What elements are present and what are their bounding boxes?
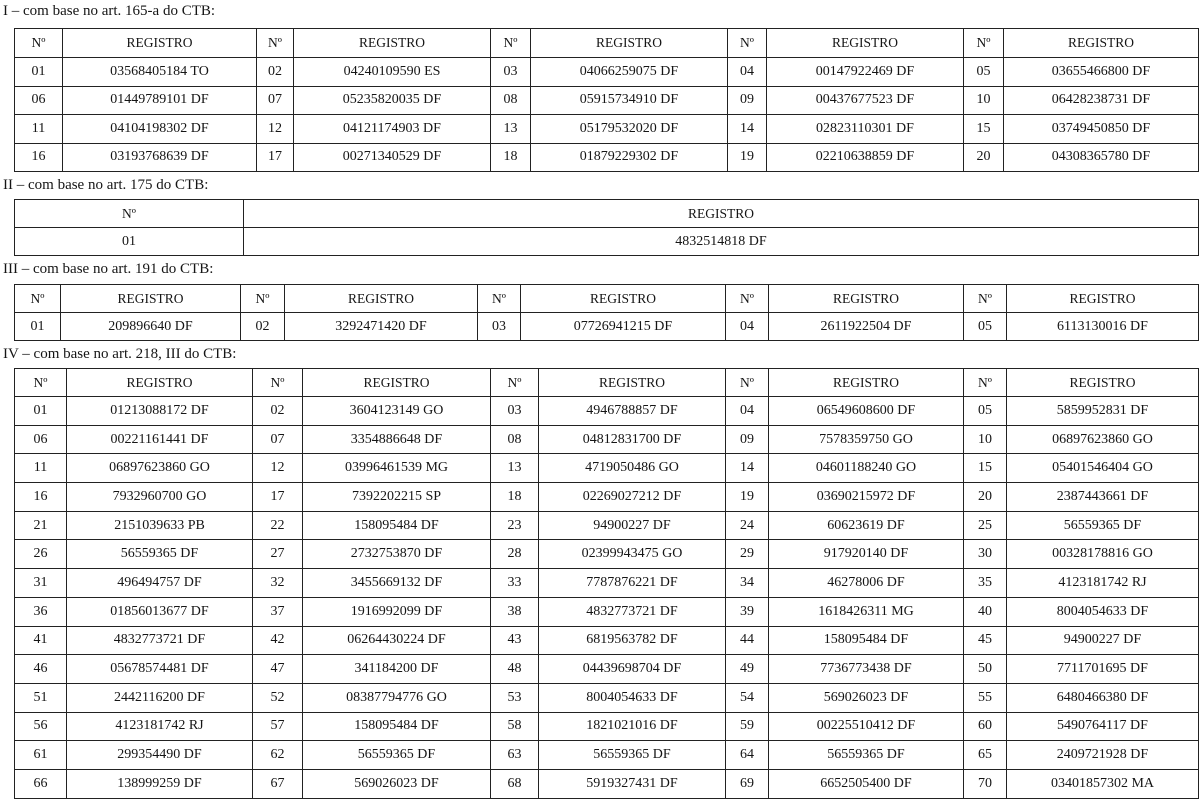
registration-number: 158095484 DF (303, 712, 491, 741)
column-header-number: Nº (964, 29, 1004, 58)
table-row (15, 483, 1199, 512)
registration-number: 03568405184 TO (63, 58, 257, 87)
entry-number: 04 (728, 58, 767, 87)
entry-number: 39 (726, 597, 769, 626)
registration-number: 04601188240 GO (769, 454, 964, 483)
column-header-registro: REGISTRO (67, 369, 253, 397)
entry-number: 65 (964, 741, 1007, 770)
table-row (15, 626, 1199, 655)
header-row (15, 285, 1199, 313)
entry-number: 10 (964, 425, 1007, 454)
registration-number: 00147922469 DF (767, 58, 964, 87)
entry-number: 25 (964, 511, 1007, 540)
entry-number: 50 (964, 655, 1007, 684)
entry-number: 30 (964, 540, 1007, 569)
entry-number: 04 (726, 313, 769, 341)
table-row (15, 425, 1199, 454)
table-row (15, 454, 1199, 483)
registration-number: 569026023 DF (303, 769, 491, 798)
registration-number: 5859952831 DF (1007, 397, 1199, 426)
section-heading-i: I – com base no art. 165-a do CTB: (3, 3, 216, 19)
column-header-registro: REGISTRO (244, 200, 1199, 228)
entry-number: 19 (728, 143, 767, 172)
entry-number: 06 (15, 86, 63, 115)
entry-number: 57 (253, 712, 303, 741)
entry-number: 13 (491, 454, 539, 483)
entry-number: 18 (491, 143, 531, 172)
entry-number: 16 (15, 143, 63, 172)
entry-number: 35 (964, 569, 1007, 598)
registration-number: 00437677523 DF (767, 86, 964, 115)
entry-number: 38 (491, 597, 539, 626)
registration-number: 569026023 DF (769, 683, 964, 712)
entry-number: 04 (726, 397, 769, 426)
registration-number: 06264430224 DF (303, 626, 491, 655)
entry-number: 02 (253, 397, 303, 426)
registration-number: 4123181742 RJ (1007, 569, 1199, 598)
registration-number: 03996461539 MG (303, 454, 491, 483)
entry-number: 05 (964, 313, 1007, 341)
column-header-registro: REGISTRO (769, 285, 964, 313)
column-header-registro: REGISTRO (531, 29, 728, 58)
entry-number: 51 (15, 683, 67, 712)
column-header-registro: REGISTRO (539, 369, 726, 397)
registration-number: 917920140 DF (769, 540, 964, 569)
registration-number: 158095484 DF (303, 511, 491, 540)
column-header-registro: REGISTRO (285, 285, 478, 313)
registration-number: 03193768639 DF (63, 143, 257, 172)
entry-number: 31 (15, 569, 67, 598)
entry-number: 09 (726, 425, 769, 454)
entry-number: 03 (491, 58, 531, 87)
registration-number: 94900227 DF (1007, 626, 1199, 655)
entry-number: 14 (726, 454, 769, 483)
column-header-registro: REGISTRO (767, 29, 964, 58)
column-header-registro: REGISTRO (303, 369, 491, 397)
entry-number: 05 (964, 397, 1007, 426)
entry-number: 08 (491, 86, 531, 115)
column-header-number: Nº (491, 29, 531, 58)
registration-number: 7392202215 SP (303, 483, 491, 512)
registration-number: 5490764117 DF (1007, 712, 1199, 741)
registration-number: 05235820035 DF (294, 86, 491, 115)
entry-number: 01 (15, 313, 61, 341)
column-header-registro: REGISTRO (521, 285, 726, 313)
section-heading-iv: IV – com base no art. 218, III do CTB: (3, 346, 237, 362)
registration-number: 03401857302 MA (1007, 769, 1199, 798)
entry-number: 06 (15, 425, 67, 454)
registration-number: 2732753870 DF (303, 540, 491, 569)
registration-number: 7787876221 DF (539, 569, 726, 598)
entry-number: 28 (491, 540, 539, 569)
registration-number: 3354886648 DF (303, 425, 491, 454)
table-row (15, 511, 1199, 540)
entry-number: 56 (15, 712, 67, 741)
registration-number: 01856013677 DF (67, 597, 253, 626)
entry-number: 02 (241, 313, 285, 341)
column-header-registro: REGISTRO (1007, 369, 1199, 397)
registration-number: 01213088172 DF (67, 397, 253, 426)
entry-number: 01 (15, 397, 67, 426)
registry-table-ii (14, 199, 1199, 256)
entry-number: 18 (491, 483, 539, 512)
registration-number: 6480466380 DF (1007, 683, 1199, 712)
registration-number: 4832773721 DF (539, 597, 726, 626)
table-row (15, 712, 1199, 741)
entry-number: 60 (964, 712, 1007, 741)
entry-number: 15 (964, 115, 1004, 144)
entry-number: 03 (478, 313, 521, 341)
column-header-registro: REGISTRO (61, 285, 241, 313)
registration-number: 2442116200 DF (67, 683, 253, 712)
column-header-number: Nº (15, 369, 67, 397)
entry-number: 12 (257, 115, 294, 144)
column-header-number: Nº (257, 29, 294, 58)
registration-number: 02210638859 DF (767, 143, 964, 172)
column-header-number: Nº (241, 285, 285, 313)
registration-number: 56559365 DF (1007, 511, 1199, 540)
column-header-number: Nº (478, 285, 521, 313)
entry-number: 40 (964, 597, 1007, 626)
registration-number: 209896640 DF (61, 313, 241, 341)
entry-number: 41 (15, 626, 67, 655)
entry-number: 09 (728, 86, 767, 115)
entry-number: 17 (253, 483, 303, 512)
registration-number: 06549608600 DF (769, 397, 964, 426)
column-header-registro: REGISTRO (1007, 285, 1199, 313)
column-header-number: Nº (726, 285, 769, 313)
entry-number: 47 (253, 655, 303, 684)
registration-number: 04308365780 DF (1004, 143, 1199, 172)
registration-number: 02399943475 GO (539, 540, 726, 569)
registry-table-iv (14, 368, 1199, 799)
table-row (15, 228, 1199, 256)
entry-number: 11 (15, 454, 67, 483)
entry-number: 55 (964, 683, 1007, 712)
table-row (15, 540, 1199, 569)
registration-number: 2611922504 DF (769, 313, 964, 341)
entry-number: 05 (964, 58, 1004, 87)
column-header-number: Nº (728, 29, 767, 58)
registration-number: 04121174903 DF (294, 115, 491, 144)
entry-number: 54 (726, 683, 769, 712)
registration-number: 04066259075 DF (531, 58, 728, 87)
registration-number: 1821021016 DF (539, 712, 726, 741)
column-header-number: Nº (964, 369, 1007, 397)
registration-number: 03690215972 DF (769, 483, 964, 512)
table-row (15, 313, 1199, 341)
registration-number: 02823110301 DF (767, 115, 964, 144)
registration-number: 56559365 DF (539, 741, 726, 770)
registration-number: 56559365 DF (303, 741, 491, 770)
column-header-number: Nº (964, 285, 1007, 313)
registration-number: 03749450850 DF (1004, 115, 1199, 144)
entry-number: 14 (728, 115, 767, 144)
table-row (15, 655, 1199, 684)
registration-number: 02269027212 DF (539, 483, 726, 512)
entry-number: 16 (15, 483, 67, 512)
entry-number: 19 (726, 483, 769, 512)
entry-number: 32 (253, 569, 303, 598)
entry-number: 42 (253, 626, 303, 655)
entry-number: 07 (257, 86, 294, 115)
section-heading-ii: II – com base no art. 175 do CTB: (3, 177, 209, 193)
registration-number: 00221161441 DF (67, 425, 253, 454)
registry-table-i (14, 28, 1199, 172)
entry-number: 23 (491, 511, 539, 540)
registration-number: 299354490 DF (67, 741, 253, 770)
entry-number: 66 (15, 769, 67, 798)
registration-number: 56559365 DF (67, 540, 253, 569)
entry-number: 58 (491, 712, 539, 741)
registration-number: 1916992099 DF (303, 597, 491, 626)
entry-number: 22 (253, 511, 303, 540)
registration-number: 158095484 DF (769, 626, 964, 655)
registration-number: 1618426311 MG (769, 597, 964, 626)
registration-number: 5919327431 DF (539, 769, 726, 798)
registration-number: 2151039633 PB (67, 511, 253, 540)
entry-number: 53 (491, 683, 539, 712)
registration-number: 04812831700 DF (539, 425, 726, 454)
entry-number: 43 (491, 626, 539, 655)
entry-number: 46 (15, 655, 67, 684)
registration-number: 7932960700 GO (67, 483, 253, 512)
registration-number: 4719050486 GO (539, 454, 726, 483)
entry-number: 20 (964, 483, 1007, 512)
entry-number: 01 (15, 228, 244, 256)
registration-number: 01449789101 DF (63, 86, 257, 115)
entry-number: 52 (253, 683, 303, 712)
registration-number: 08387794776 GO (303, 683, 491, 712)
column-header-number: Nº (726, 369, 769, 397)
registration-number: 4946788857 DF (539, 397, 726, 426)
entry-number: 64 (726, 741, 769, 770)
entry-number: 36 (15, 597, 67, 626)
registration-number: 496494757 DF (67, 569, 253, 598)
entry-number: 61 (15, 741, 67, 770)
entry-number: 70 (964, 769, 1007, 798)
column-header-registro: REGISTRO (1004, 29, 1199, 58)
entry-number: 26 (15, 540, 67, 569)
registration-number: 7578359750 GO (769, 425, 964, 454)
registration-number: 07726941215 DF (521, 313, 726, 341)
registration-number: 4123181742 RJ (67, 712, 253, 741)
column-header-number: Nº (253, 369, 303, 397)
registration-number: 00328178816 GO (1007, 540, 1199, 569)
column-header-registro: REGISTRO (769, 369, 964, 397)
registration-number: 6819563782 DF (539, 626, 726, 655)
column-header-registro: REGISTRO (63, 29, 257, 58)
registration-number: 7736773438 DF (769, 655, 964, 684)
entry-number: 02 (257, 58, 294, 87)
entry-number: 15 (964, 454, 1007, 483)
column-header-number: Nº (15, 285, 61, 313)
registration-number: 4832514818 DF (244, 228, 1199, 256)
table-row (15, 143, 1199, 172)
registration-number: 3292471420 DF (285, 313, 478, 341)
registration-number: 46278006 DF (769, 569, 964, 598)
registration-number: 8004054633 DF (1007, 597, 1199, 626)
registration-number: 56559365 DF (769, 741, 964, 770)
registration-number: 00271340529 DF (294, 143, 491, 172)
column-header-number: Nº (491, 369, 539, 397)
registration-number: 6652505400 DF (769, 769, 964, 798)
column-header-number: Nº (15, 29, 63, 58)
entry-number: 68 (491, 769, 539, 798)
entry-number: 10 (964, 86, 1004, 115)
registration-number: 3604123149 GO (303, 397, 491, 426)
header-row (15, 369, 1199, 397)
entry-number: 37 (253, 597, 303, 626)
registration-number: 138999259 DF (67, 769, 253, 798)
registration-number: 05401546404 GO (1007, 454, 1199, 483)
entry-number: 45 (964, 626, 1007, 655)
registration-number: 06897623860 GO (67, 454, 253, 483)
table-row (15, 397, 1199, 426)
entry-number: 27 (253, 540, 303, 569)
entry-number: 21 (15, 511, 67, 540)
section-heading-iii: III – com base no art. 191 do CTB: (3, 261, 214, 277)
column-header-number: Nº (15, 200, 244, 228)
registration-number: 3455669132 DF (303, 569, 491, 598)
entry-number: 08 (491, 425, 539, 454)
entry-number: 59 (726, 712, 769, 741)
header-row (15, 200, 1199, 228)
table-row (15, 569, 1199, 598)
registration-number: 01879229302 DF (531, 143, 728, 172)
registration-number: 04240109590 ES (294, 58, 491, 87)
registration-number: 00225510412 DF (769, 712, 964, 741)
header-row (15, 29, 1199, 58)
registration-number: 06428238731 DF (1004, 86, 1199, 115)
registration-number: 05678574481 DF (67, 655, 253, 684)
entry-number: 69 (726, 769, 769, 798)
column-header-registro: REGISTRO (294, 29, 491, 58)
entry-number: 34 (726, 569, 769, 598)
entry-number: 29 (726, 540, 769, 569)
registration-number: 7711701695 DF (1007, 655, 1199, 684)
entry-number: 24 (726, 511, 769, 540)
registration-number: 2387443661 DF (1007, 483, 1199, 512)
entry-number: 49 (726, 655, 769, 684)
registration-number: 60623619 DF (769, 511, 964, 540)
table-row (15, 115, 1199, 144)
table-row (15, 741, 1199, 770)
registration-number: 04104198302 DF (63, 115, 257, 144)
entry-number: 12 (253, 454, 303, 483)
registration-number: 4832773721 DF (67, 626, 253, 655)
registration-number: 6113130016 DF (1007, 313, 1199, 341)
entry-number: 07 (253, 425, 303, 454)
registration-number: 04439698704 DF (539, 655, 726, 684)
entry-number: 01 (15, 58, 63, 87)
registration-number: 05915734910 DF (531, 86, 728, 115)
entry-number: 33 (491, 569, 539, 598)
table-row (15, 58, 1199, 87)
registration-number: 05179532020 DF (531, 115, 728, 144)
entry-number: 67 (253, 769, 303, 798)
entry-number: 11 (15, 115, 63, 144)
entry-number: 62 (253, 741, 303, 770)
registration-number: 2409721928 DF (1007, 741, 1199, 770)
entry-number: 17 (257, 143, 294, 172)
registration-number: 8004054633 DF (539, 683, 726, 712)
table-row (15, 86, 1199, 115)
entry-number: 20 (964, 143, 1004, 172)
entry-number: 48 (491, 655, 539, 684)
table-row (15, 769, 1199, 798)
registration-number: 94900227 DF (539, 511, 726, 540)
registration-number: 06897623860 GO (1007, 425, 1199, 454)
registration-number: 03655466800 DF (1004, 58, 1199, 87)
entry-number: 63 (491, 741, 539, 770)
entry-number: 03 (491, 397, 539, 426)
registration-number: 341184200 DF (303, 655, 491, 684)
registry-table-iii (14, 284, 1199, 341)
table-row (15, 597, 1199, 626)
entry-number: 44 (726, 626, 769, 655)
entry-number: 13 (491, 115, 531, 144)
table-row (15, 683, 1199, 712)
